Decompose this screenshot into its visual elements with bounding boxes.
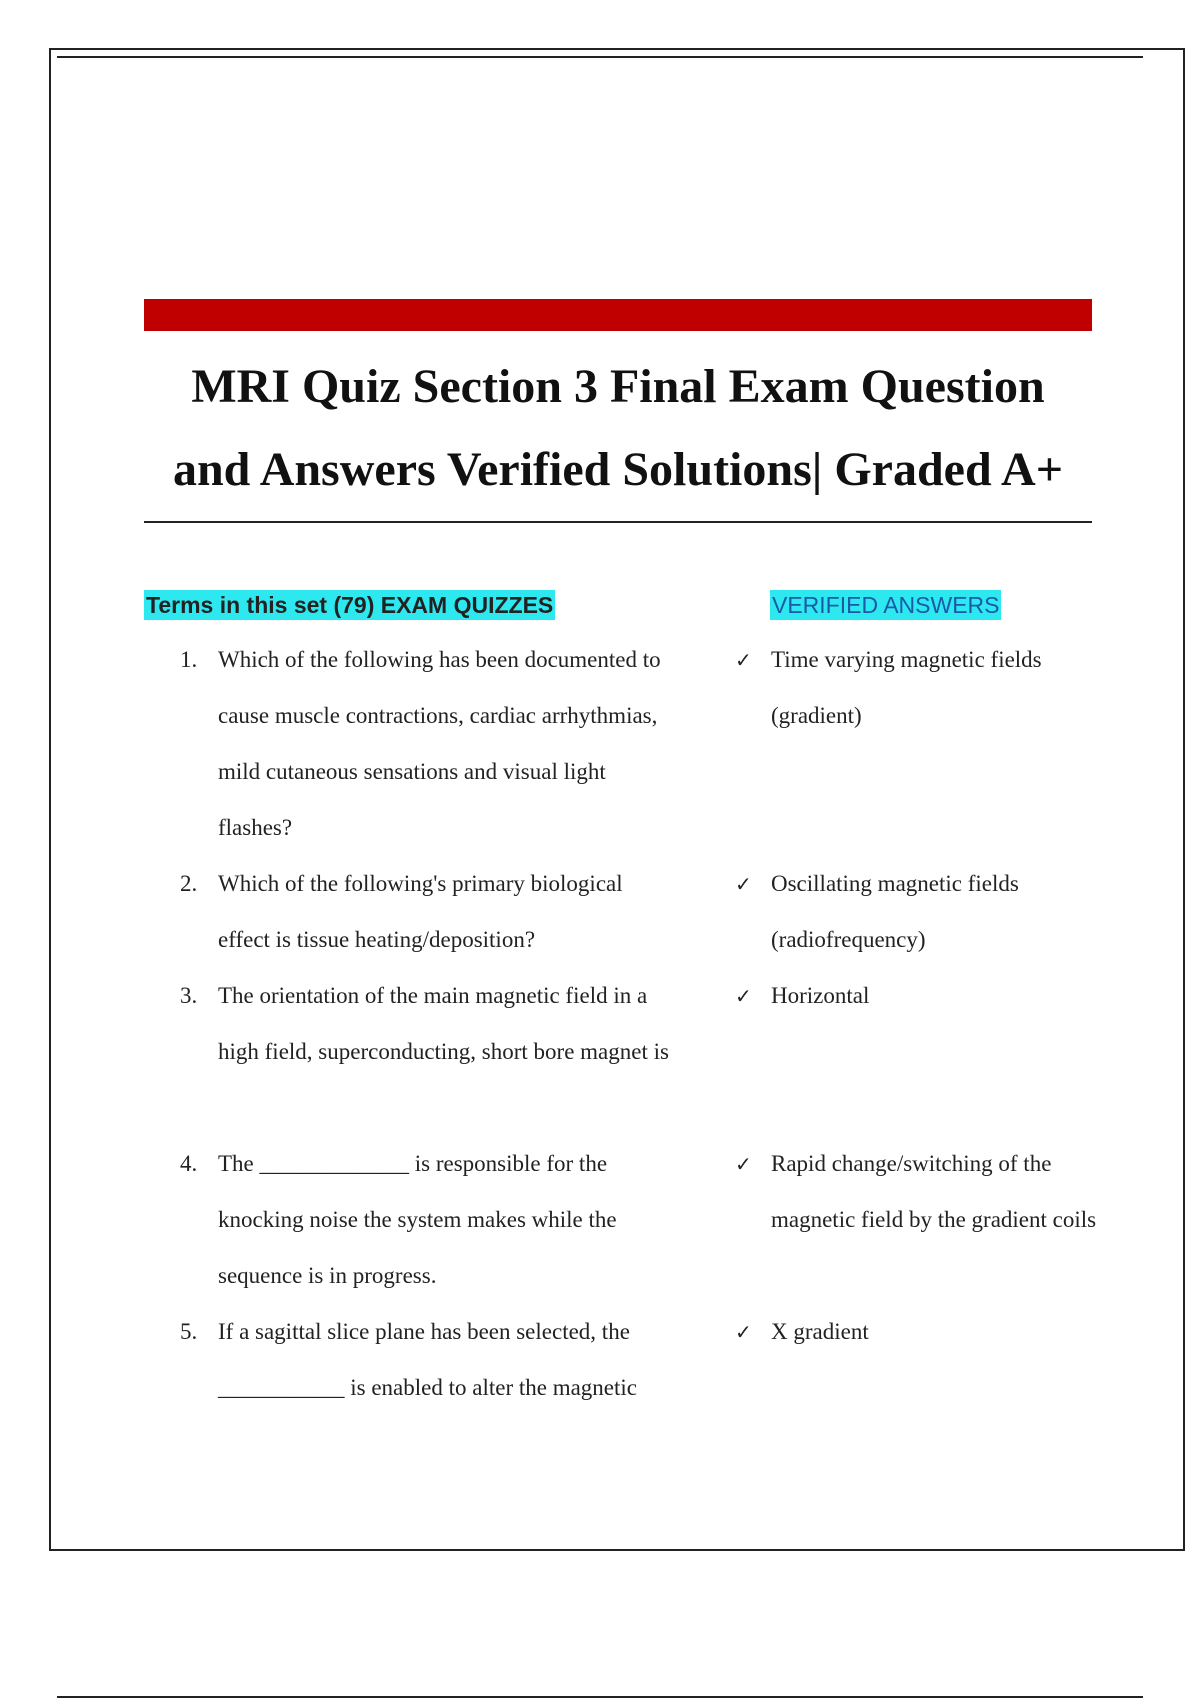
answer-text: Time varying magnetic fields (gradient) — [771, 647, 1042, 728]
question-item-1 — [180, 632, 680, 856]
page-title — [144, 345, 1092, 511]
answer-item-2 — [735, 856, 1105, 968]
question-number: 3. — [180, 983, 198, 1008]
answer-item-4 — [735, 1136, 1105, 1248]
question-number: 5. — [180, 1319, 198, 1344]
title-divider — [144, 521, 1092, 523]
title-line-2: and Answers Verified Solutions| Graded A+ — [172, 443, 1064, 496]
question-item-2 — [180, 856, 680, 968]
question-text: Which of the following's primary biological effect is tissue heating/deposition? — [218, 871, 623, 952]
question-number: 4. — [180, 1151, 198, 1176]
answer-text: Rapid change/switching of the magnetic field by the gradient coils — [771, 1151, 1097, 1232]
check-icon: ✓ — [735, 984, 752, 1008]
question-item-3 — [180, 968, 680, 1080]
check-icon: ✓ — [735, 1320, 752, 1344]
question-text: The orientation of the main magnetic field in a high field, superconducting, short bore magnet is — [218, 983, 669, 1064]
question-number: 2. — [180, 871, 198, 896]
bottom-rule — [57, 1696, 1143, 1698]
question-text: The _____________ is responsible for the knocking noise the system makes while the sequence is in progress. — [218, 1151, 617, 1288]
answer-item-3 — [735, 968, 1105, 1024]
check-icon: ✓ — [735, 1152, 752, 1176]
question-text: If a sagittal slice plane has been selected, the ___________ is enabled to alter the magnetic — [218, 1319, 637, 1400]
question-item-4 — [180, 1136, 680, 1304]
check-icon: ✓ — [735, 648, 752, 672]
answers-heading: VERIFIED ANSWERS — [772, 592, 1000, 618]
top-rule — [57, 56, 1143, 58]
question-item-5 — [180, 1304, 680, 1416]
answer-text: Oscillating magnetic fields (radiofrequency) — [771, 871, 1019, 952]
question-text: Which of the following has been documented to cause muscle contractions, cardiac arrhythmias, mild cutaneous sensations and visual light flashes? — [218, 647, 661, 840]
title-line-1: MRI Quiz Section 3 Final Exam Question — [191, 360, 1045, 413]
answer-item-1 — [735, 632, 1105, 744]
question-number: 1. — [180, 647, 198, 672]
answer-text: Horizontal — [771, 983, 870, 1008]
terms-heading: Terms in this set (79) EXAM QUIZZES — [146, 592, 554, 618]
answer-item-5 — [735, 1304, 1105, 1360]
title-accent-bar — [144, 299, 1092, 331]
check-icon: ✓ — [735, 872, 752, 896]
answer-text: X gradient — [771, 1319, 869, 1344]
